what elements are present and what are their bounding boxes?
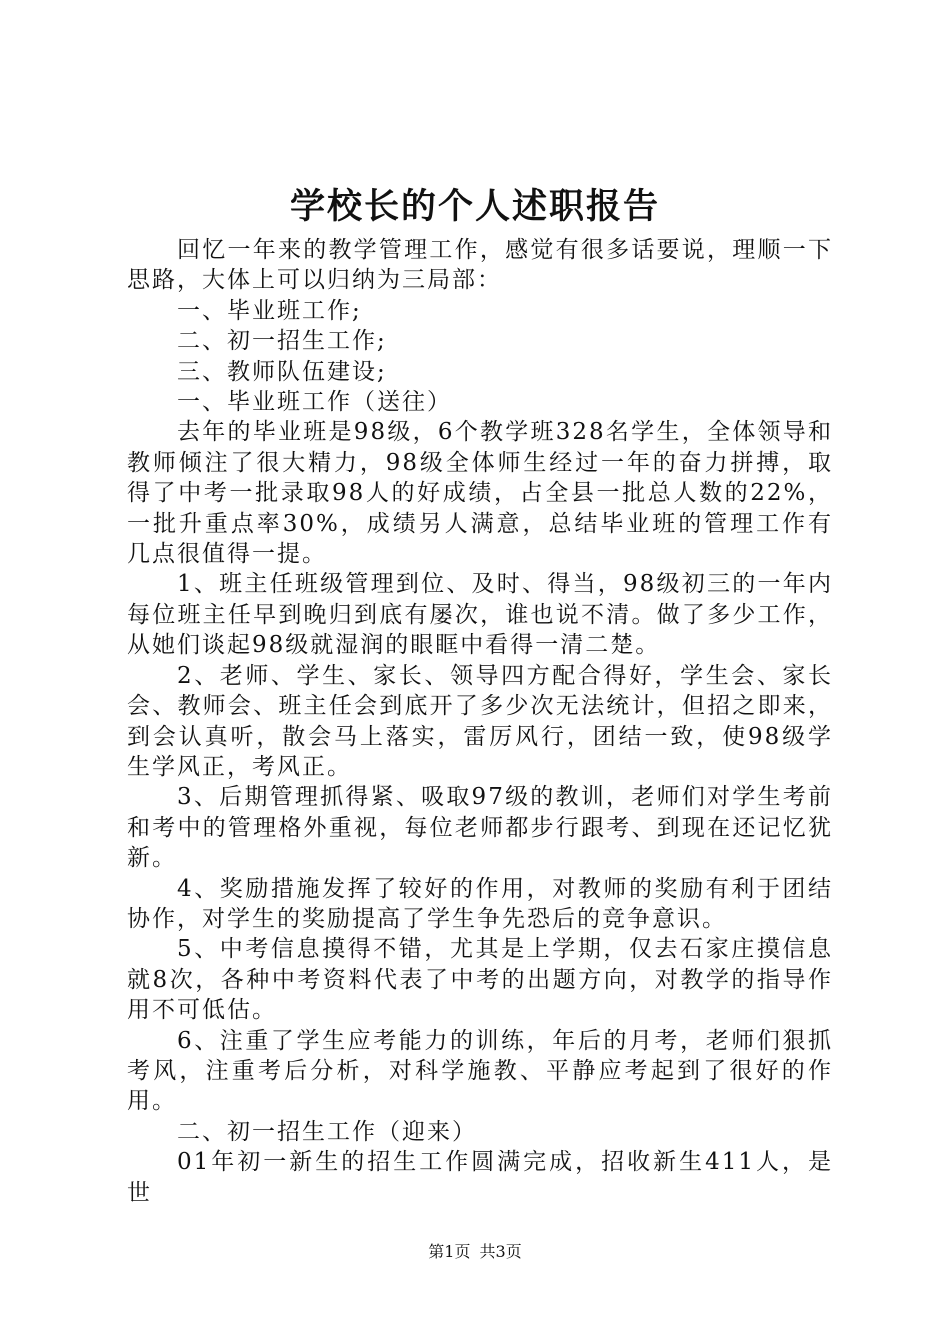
document-body (127, 235, 833, 1208)
paragraph: 1、班主任班级管理到位、及时、得当，98级初三的一年内每位班主任早到晚归到底有屡次，谁也说不清。做了多少工作，从她们谈起98级就湿润的眼眶中看得一清二楚。 (127, 571, 833, 659)
paragraph: 去年的毕业班是98级，6个教学班328名学生，全体领导和教师倾注了很大精力，98级全体师生经过一年的奋力拼搏，取得了中考一批录取98人的好成绩，占全县一批总人数的22%，一批升重点率30%，成绩另人满意，总结毕业班的管理工作有几点很值得一提。 (127, 419, 833, 568)
paragraph: 2、老师、学生、家长、领导四方配合得好，学生会、家长会、教师会、班主任会到底开了多少次无法统计，但招之即来，到会认真听，散会马上落实，雷厉风行，团结一致，使98级学生学风正，考风正。 (127, 662, 833, 780)
paragraph: 回忆一年来的教学管理工作，感觉有很多话要说，理顺一下思路，大体上可以归纳为三局部： (127, 237, 833, 294)
page-footer (0, 1240, 950, 1264)
paragraph: 6、注重了学生应考能力的训练，年后的月考，老师们狠抓考风，注重考后分析，对科学施教、平静应考起到了很好的作用。 (127, 1027, 833, 1115)
paragraph: 5、中考信息摸得不错，尤其是上学期，仅去石家庄摸信息就8次，各种中考资料代表了中考的出题方向，对教学的指导作用不可低估。 (127, 936, 833, 1024)
paragraph: 一、毕业班工作; (177, 297, 362, 324)
paragraph: 二、初一招生工作; (177, 328, 387, 355)
page-number: 第1页 (428, 1242, 471, 1261)
paragraph: 01年初一新生的招生工作圆满完成，招收新生411人，是世 (127, 1149, 833, 1206)
section-heading: 一、毕业班工作（送往） (177, 389, 452, 416)
paragraph: 3、后期管理抓得紧、吸取97级的教训，老师们对学生考前和考中的管理格外重视，每位老师都步行跟考、到现在还记忆犹新。 (127, 784, 833, 872)
paragraph: 三、教师队伍建设; (177, 358, 387, 385)
section-heading: 二、初一招生工作（迎来） (177, 1118, 477, 1145)
paragraph: 4、奖励措施发挥了较好的作用，对教师的奖励有利于团结协作，对学生的奖励提高了学生争先恐后的竞争意识。 (127, 875, 833, 932)
document-title: 学校长的个人述职报告 (289, 186, 660, 227)
page-total: 共3页 (479, 1242, 522, 1261)
